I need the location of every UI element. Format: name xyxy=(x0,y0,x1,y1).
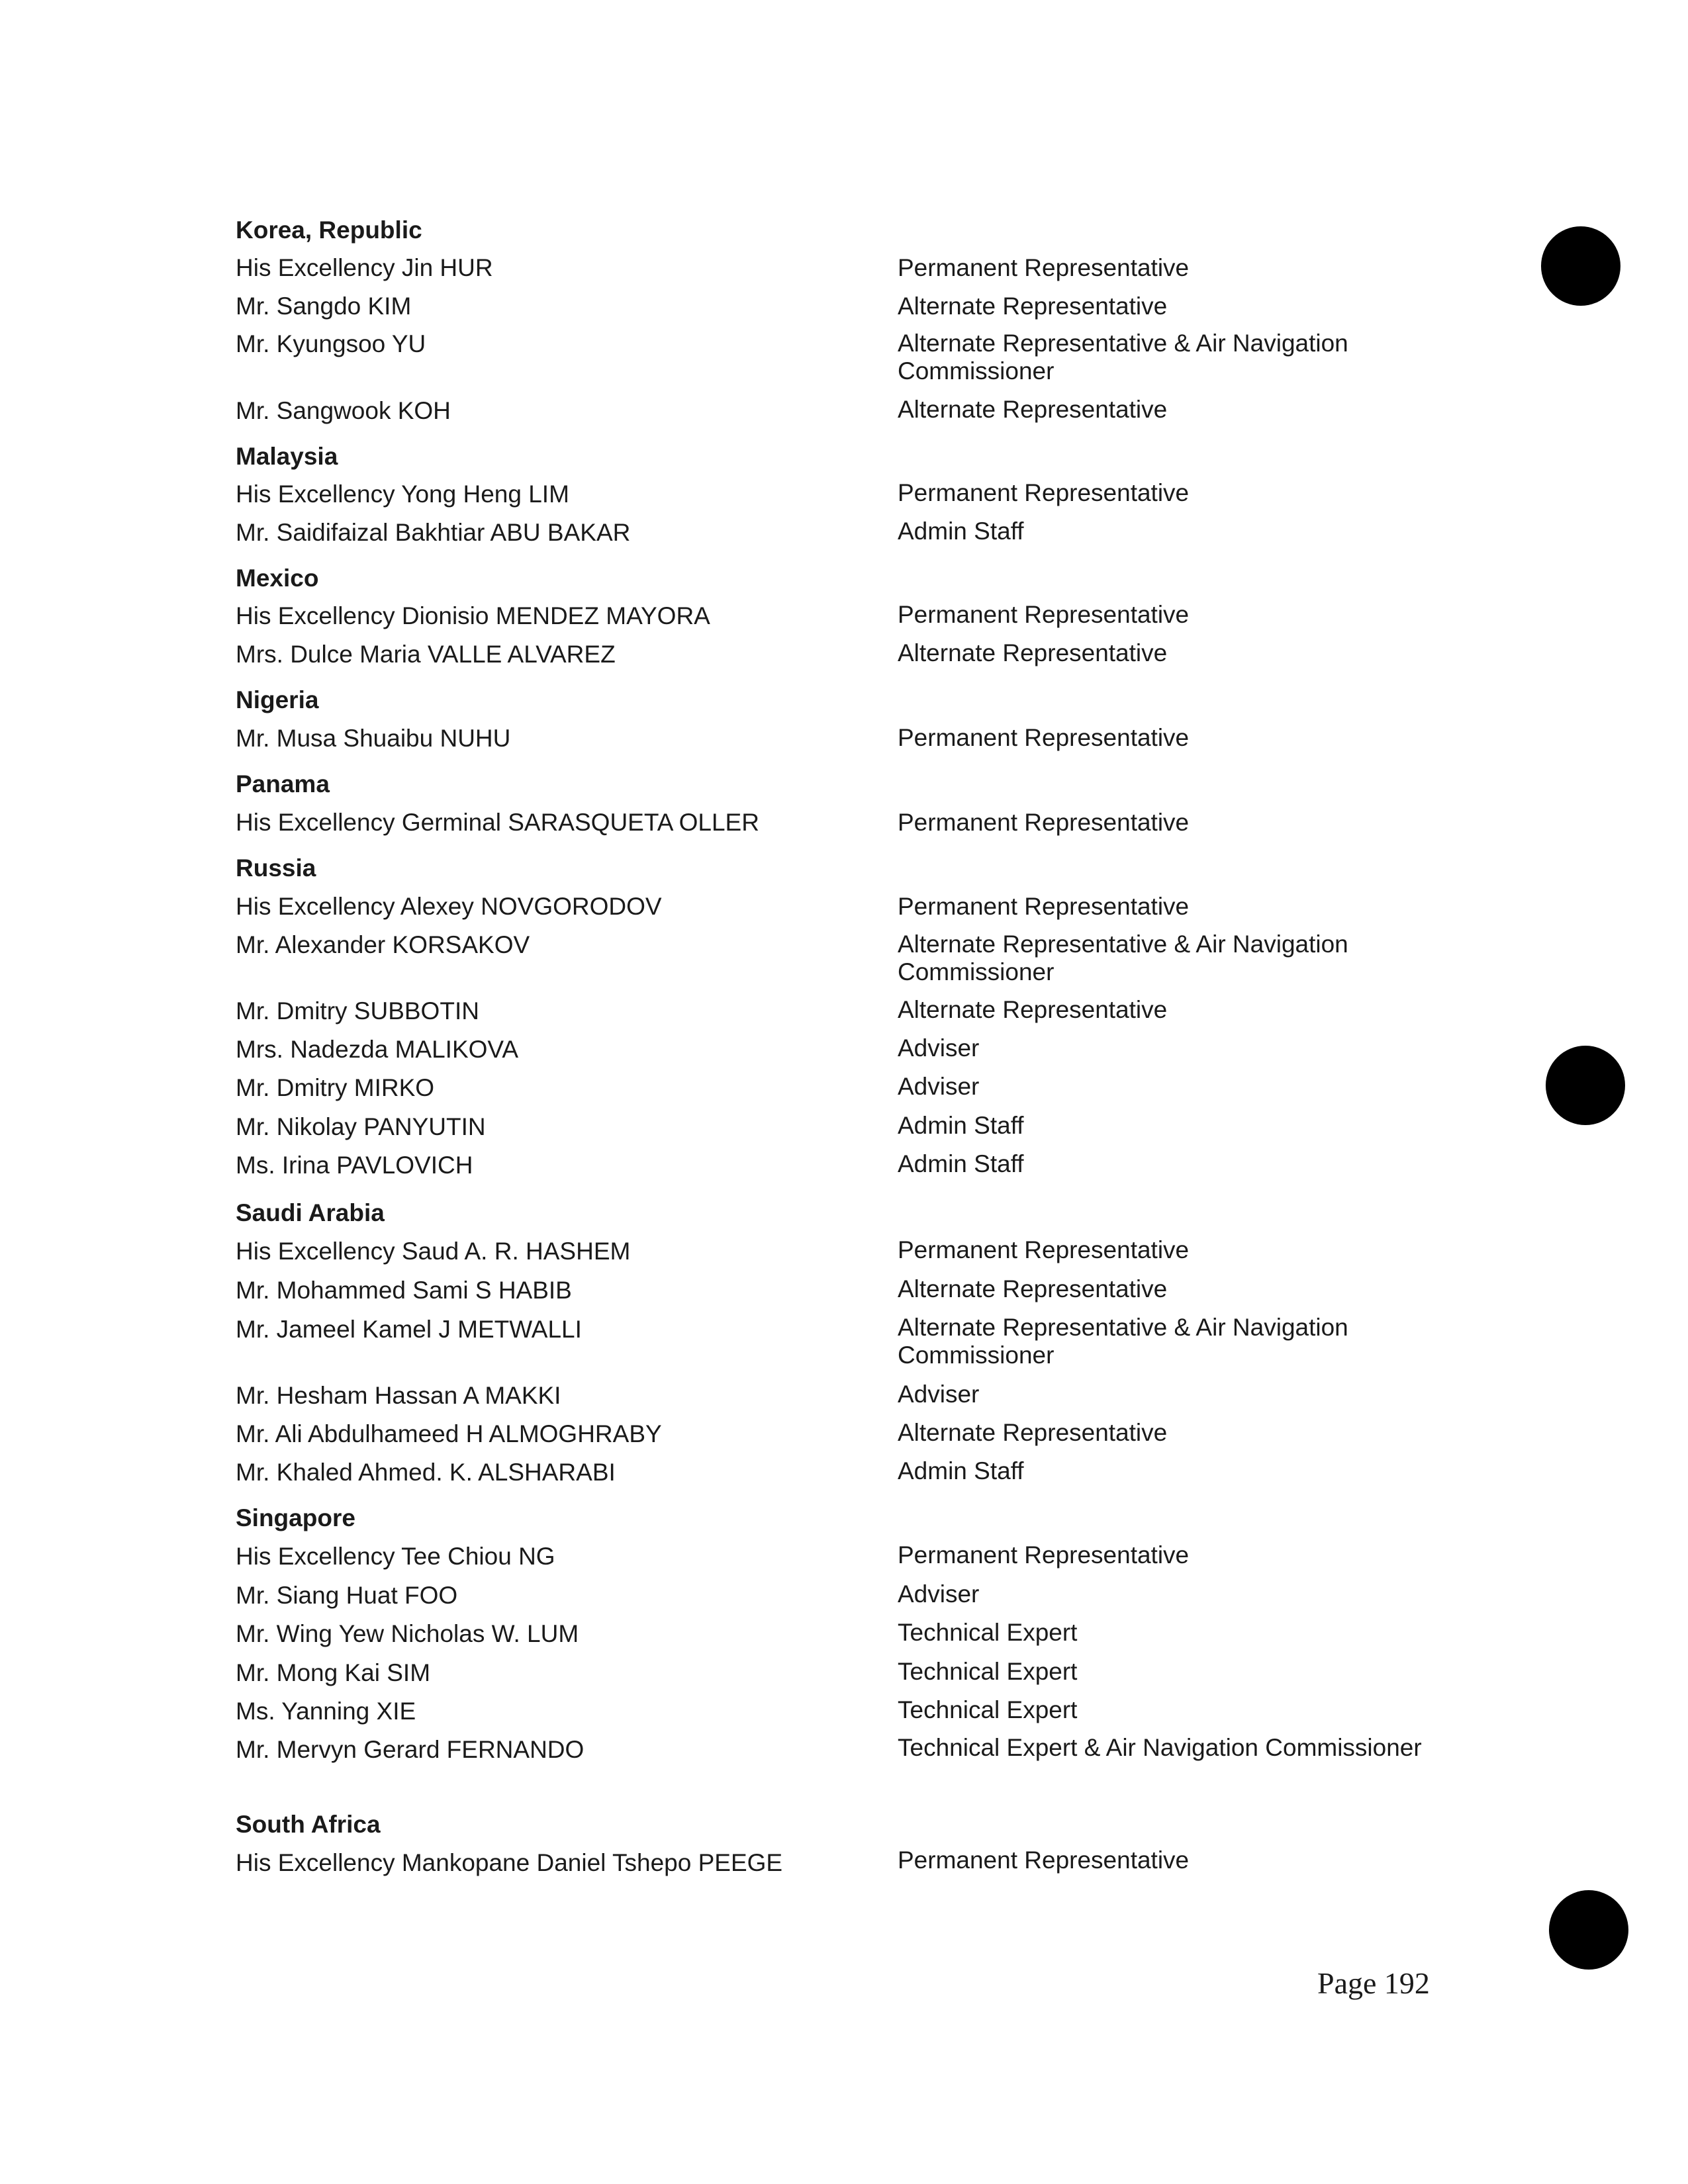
country-heading: Russia xyxy=(236,854,316,882)
member-role: Technical Expert xyxy=(898,1696,1078,1723)
punch-hole xyxy=(1546,1046,1625,1125)
member-name: His Excellency Dionisio MENDEZ MAYORA xyxy=(236,602,710,629)
punch-hole xyxy=(1541,226,1620,306)
member-role: Alternate Representative & Air Navigation Commissioner xyxy=(898,1314,1348,1369)
member-name: Mr. Siang Huat FOO xyxy=(236,1582,458,1609)
member-name: Mrs. Nadezda MALIKOVA xyxy=(236,1036,519,1063)
member-name: Mr. Mong Kai SIM xyxy=(236,1659,431,1686)
member-role: Alternate Representative xyxy=(898,1275,1168,1302)
member-name: His Excellency Saud A. R. HASHEM xyxy=(236,1238,631,1265)
member-role: Alternate Representative xyxy=(898,639,1168,666)
member-role: Permanent Representative xyxy=(898,724,1190,751)
member-name: Mr. Kyungsoo YU xyxy=(236,330,426,357)
member-role: Adviser xyxy=(898,1580,980,1608)
member-name: Mr. Dmitry MIRKO xyxy=(236,1074,435,1101)
member-role: Permanent Representative xyxy=(898,601,1190,628)
member-name: Mr. Ali Abdulhameed H ALMOGHRABY xyxy=(236,1420,662,1447)
member-role: Alternate Representative xyxy=(898,1419,1168,1446)
member-name: His Excellency Mankopane Daniel Tshepo PEEGE xyxy=(236,1849,783,1876)
member-role: Permanent Representative xyxy=(898,893,1190,920)
member-role: Alternate Representative xyxy=(898,996,1168,1023)
member-role: Permanent Representative xyxy=(898,809,1190,836)
country-heading: Malaysia xyxy=(236,443,338,470)
member-name: Mr. Dmitry SUBBOTIN xyxy=(236,997,479,1024)
member-role: Admin Staff xyxy=(898,518,1024,545)
member-name: His Excellency Jin HUR xyxy=(236,254,493,281)
member-name: Mr. Sangdo KIM xyxy=(236,293,412,320)
member-role: Admin Staff xyxy=(898,1457,1024,1484)
member-name: Mr. Jameel Kamel J METWALLI xyxy=(236,1316,582,1343)
member-name: Mr. Saidifaizal Bakhtiar ABU BAKAR xyxy=(236,519,631,546)
member-name: Mr. Hesham Hassan A MAKKI xyxy=(236,1382,561,1409)
member-role: Admin Staff xyxy=(898,1150,1024,1177)
member-role: Technical Expert xyxy=(898,1658,1078,1685)
member-role: Alternate Representative & Air Navigation Commissioner xyxy=(898,330,1348,385)
member-name: Mr. Mervyn Gerard FERNANDO xyxy=(236,1736,585,1763)
member-role: Adviser xyxy=(898,1034,980,1062)
country-heading: Mexico xyxy=(236,565,319,592)
member-name: His Excellency Yong Heng LIM xyxy=(236,480,569,508)
member-role: Alternate Representative xyxy=(898,293,1168,320)
country-heading: Korea, Republic xyxy=(236,216,422,244)
member-name: His Excellency Germinal SARASQUETA OLLER xyxy=(236,809,759,836)
member-role: Technical Expert & Air Navigation Commissioner xyxy=(898,1734,1422,1761)
member-name: Mr. Sangwook KOH xyxy=(236,397,451,424)
member-name: His Excellency Alexey NOVGORODOV xyxy=(236,893,662,920)
country-heading: Panama xyxy=(236,770,330,797)
member-role: Permanent Representative xyxy=(898,479,1190,506)
punch-hole xyxy=(1549,1890,1628,1970)
member-role: Adviser xyxy=(898,1381,980,1408)
member-name: Mr. Musa Shuaibu NUHU xyxy=(236,725,511,752)
member-name: Mr. Wing Yew Nicholas W. LUM xyxy=(236,1620,579,1647)
member-role: Adviser xyxy=(898,1073,980,1100)
member-role: Permanent Representative xyxy=(898,1236,1190,1263)
member-name: Mr. Mohammed Sami S HABIB xyxy=(236,1277,572,1304)
member-name: Mr. Nikolay PANYUTIN xyxy=(236,1113,486,1140)
country-heading: Nigeria xyxy=(236,686,319,713)
member-role: Alternate Representative & Air Navigation Commissioner xyxy=(898,931,1348,985)
member-name: Mr. Alexander KORSAKOV xyxy=(236,931,530,958)
page-number: Page 192 xyxy=(1317,1966,1430,2000)
member-role: Admin Staff xyxy=(898,1112,1024,1139)
member-name: Ms. Yanning XIE xyxy=(236,1698,416,1725)
member-role: Alternate Representative xyxy=(898,396,1168,423)
country-heading: Saudi Arabia xyxy=(236,1199,385,1226)
member-role: Permanent Representative xyxy=(898,1541,1190,1569)
member-name: Ms. Irina PAVLOVICH xyxy=(236,1152,473,1179)
member-role: Technical Expert xyxy=(898,1619,1078,1646)
country-heading: Singapore xyxy=(236,1504,355,1531)
member-role: Permanent Representative xyxy=(898,254,1190,281)
country-heading: South Africa xyxy=(236,1811,381,1838)
member-role: Permanent Representative xyxy=(898,1846,1190,1874)
member-name: Mrs. Dulce Maria VALLE ALVAREZ xyxy=(236,641,616,668)
member-name: Mr. Khaled Ahmed. K. ALSHARABI xyxy=(236,1459,616,1486)
member-name: His Excellency Tee Chiou NG xyxy=(236,1543,555,1570)
